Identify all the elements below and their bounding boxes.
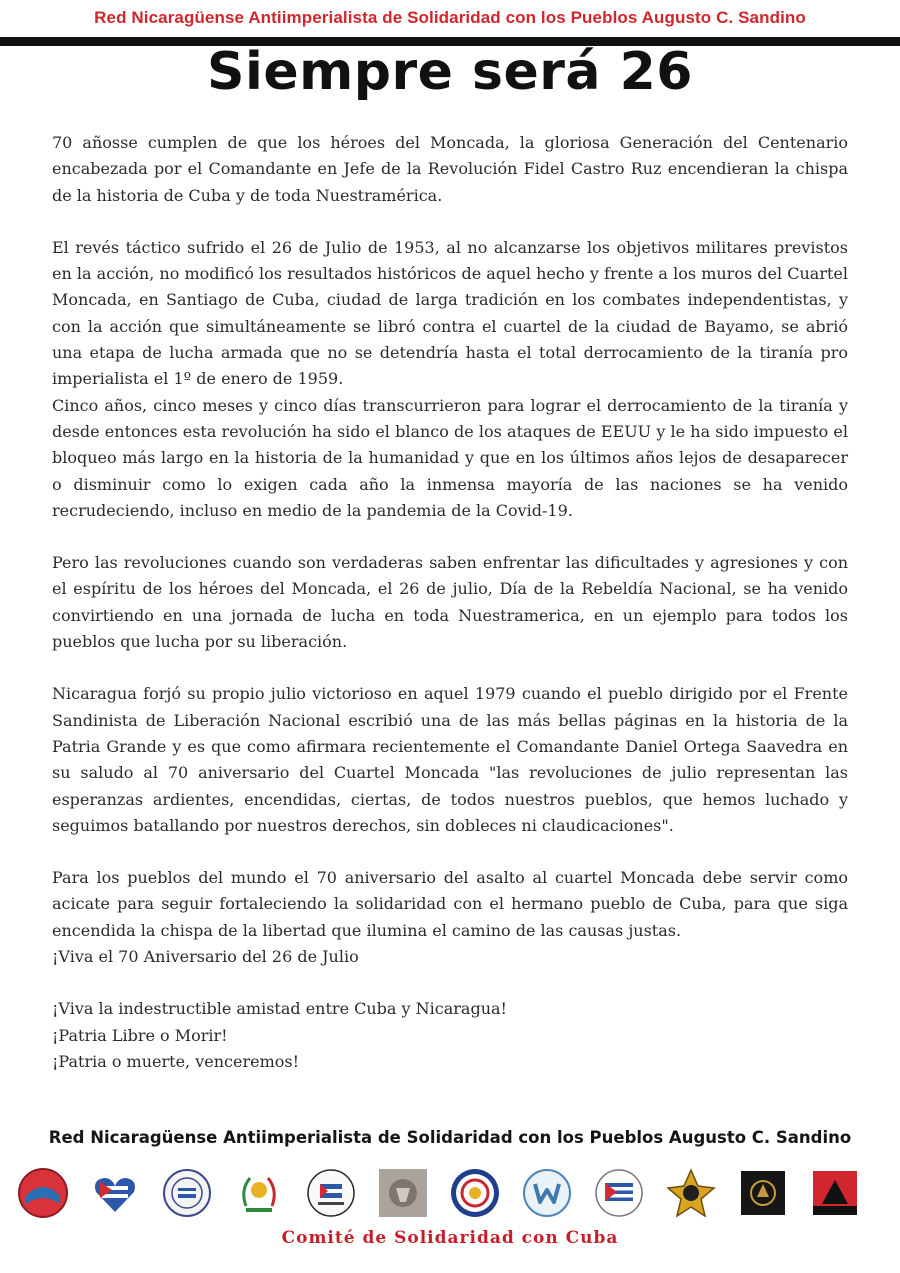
paragraph-6: Para los pueblos del mundo el 70 aniversario del asalto al cuartel Moncada debe servir como acicate para seguir fortaleciendo la solidaridad con el hermano pueblo de Cuba, para que siga encendida la chispa de la libertad que ilumina el camino de las causas justas. [52,868,848,940]
round-seal-emblem-icon [160,1166,214,1220]
red-circle-emblem-icon [16,1166,70,1220]
heart-flag-emblem-icon [88,1166,142,1220]
paragraph-2: El revés táctico sufrido el 26 de Julio de 1953, al no alcanzarse los objetivos militares previstos en la acción, no modificó los resultados históricos de aquel hecho y frente a los muros del Cuartel Moncada, en Santiago de Cuba, ciudad de larga tradición en los combates independentistas, y con la acción que simultáneamente se libró contra el cuartel de la ciudad de Bayamo, se abrió una etapa de lucha armada que no se detendría hasta el total derrocamiento de la tiranía pro imperialista el 1º de enero de 1959. [52,237,848,389]
cuba-flag-circle-icon [592,1166,646,1220]
grey-square-emblem-icon [376,1166,430,1220]
closing-line-3: ¡Patria Libre o Morir! [52,1025,228,1045]
paragraph-5: Nicaragua forjó su propio julio victorioso en aquel 1979 cuando el pueblo dirigido por el Frente Sandinista de Liberación Nacional escribió una de las más bellas páginas en la historia de la Patria Grande y es que como afirmara recientemente el Comandante Daniel Ortega Saavedra en su saludo al 70 aniversario del Cuartel Moncada "las revoluciones de julio representan las esperanzas ardientes, encendidas, ciertas, de todos nuestros pueblos, que hemos luchado y seguimos batallando por nuestros derechos, sin dobleces ni claudicaciones". [52,684,848,835]
paragraph-3: Cinco años, cinco meses y cinco días transcurrieron para lograr el derrocamiento de la tiranía y desde entonces esta revolución ha sido el blanco de los ataques de EEUU y le ha sido impuesto el bloqueo más largo en la historia de la humanidad y que en los últimos años lejos de desaparecer o disminuir como lo exigen cada año la inmensa mayoría de las naciones se ha venido recrudeciendo, incluso en medio de la pandemia de la Covid-19. [52,395,848,520]
closing-line-4: ¡Patria o muerte, venceremos! [52,1051,300,1071]
footer-committee: Comité de Solidaridad con Cuba [281,1228,619,1248]
header-org-name: Red Nicaragüense Antiimperialista de Solidaridad con los Pueblos Augusto C. Sandino [94,8,806,27]
gold-star-emblem-icon [664,1166,718,1220]
letter-w-emblem-icon [520,1166,574,1220]
flag-circle-emblem-icon [304,1166,358,1220]
closing-line-2: ¡Viva la indestructible amistad entre Cuba y Nicaragua! [52,999,507,1019]
paragraph-4: Pero las revoluciones cuando son verdaderas saben enfrentar las dificultades y agresiones y con el espíritu de los héroes del Moncada, el 26 de julio, Día de la Rebeldía Nacional, se ha venido convirtiendo en una jornada de lucha en toda Nuestramerica, en un ejemplo para todos los pueblos que lucha por su liberación. [52,553,848,652]
leaf-wreath-emblem-icon [232,1166,286,1220]
article-body [52,130,848,1075]
page-title: Siempre será 26 [207,42,693,102]
closing-line-1: ¡Viva el 70 Aniversario del 26 de Julio [52,947,359,967]
footer-org-name: Red Nicaragüense Antiimperialista de Solidaridad con los Pueblos Augusto C. Sandino [48,1128,852,1147]
red-black-emblem-icon [808,1166,862,1220]
black-square-emblem-icon [736,1166,790,1220]
ringed-circle-emblem-icon [448,1166,502,1220]
logo-strip [14,1166,886,1224]
paragraph-1: 70 añosse cumplen de que los héroes del Moncada, la gloriosa Generación del Centenario encabezada por el Comandante en Jefe de la Revolución Fidel Castro Ruz encendieran la chispa de la historia de Cuba y de toda Nuestramérica. [52,133,848,205]
